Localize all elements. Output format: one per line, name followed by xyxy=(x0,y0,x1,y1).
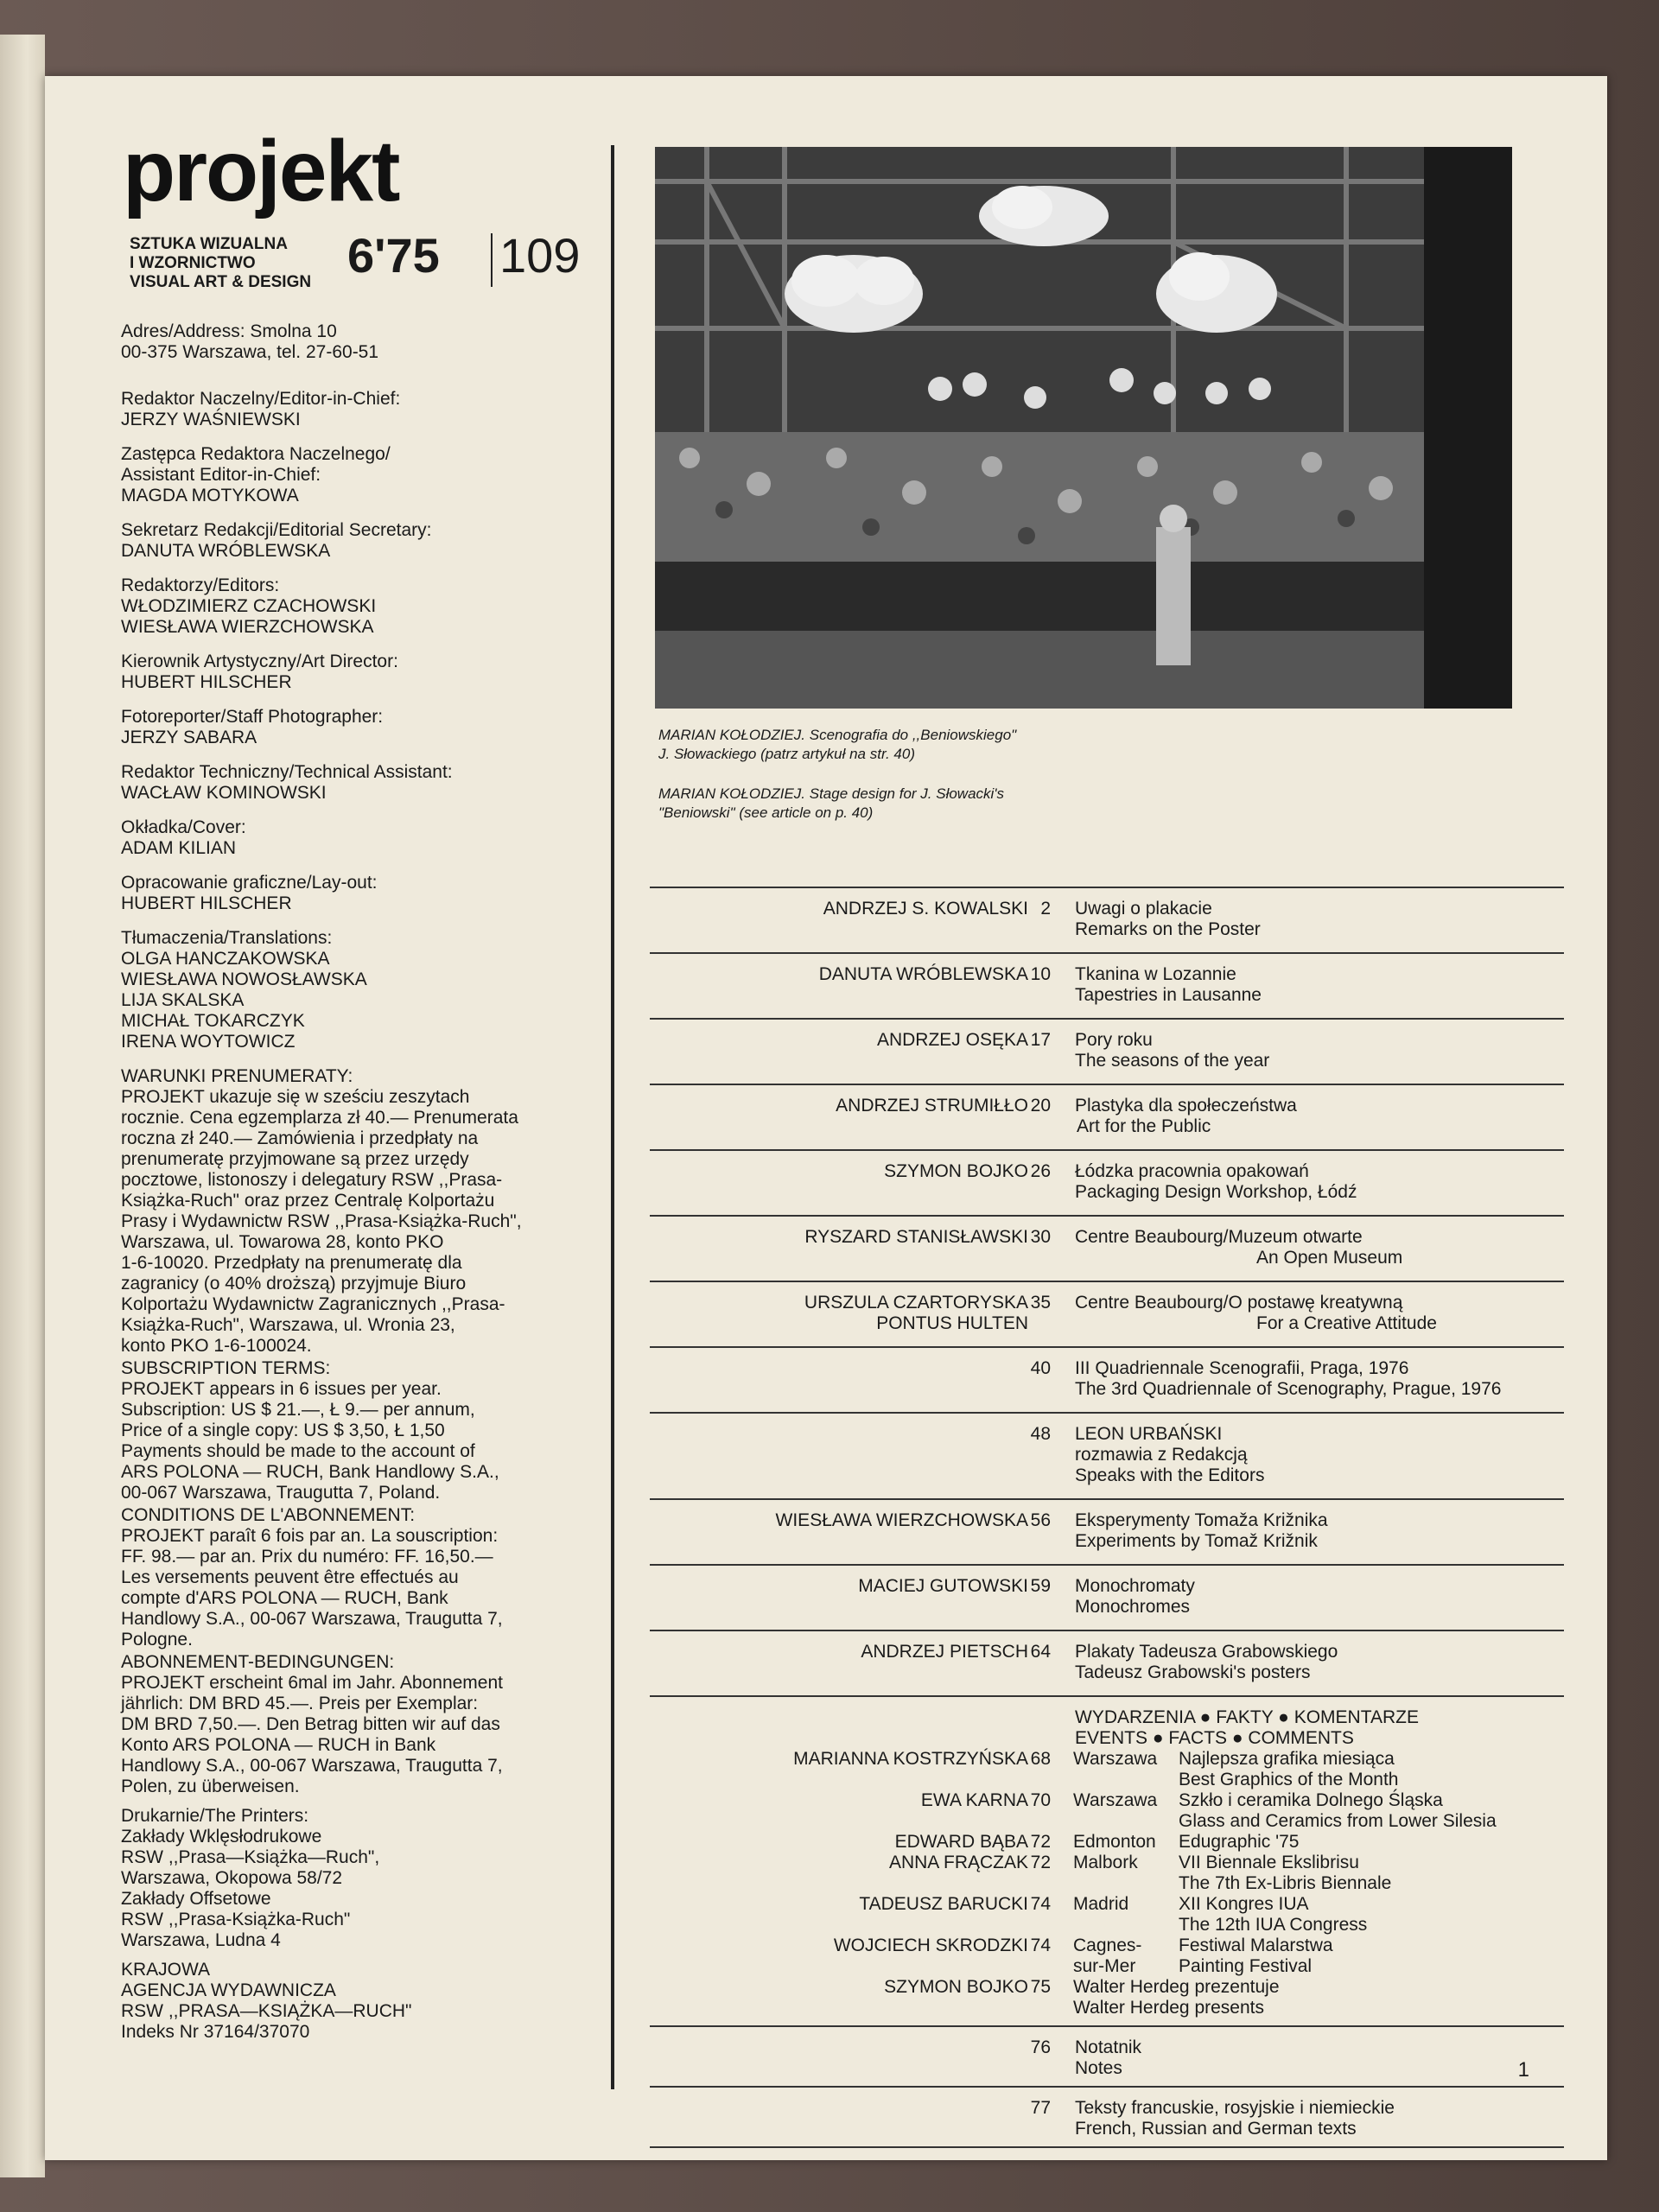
section-line: Subscription: US $ 21.—, Ł 9.— per annum, xyxy=(121,1400,475,1420)
event-title: The 12th IUA Congress xyxy=(1179,1915,1368,1935)
author-name: MACIEJ GUTOWSKI xyxy=(858,1576,1028,1596)
title-line: rozmawia z Redakcją xyxy=(1075,1445,1248,1465)
event-title: Festiwal Malarstwa xyxy=(1179,1936,1333,1955)
toc-page: 30 xyxy=(1030,1227,1051,1247)
author-name: URSZULA CZARTORYSKA xyxy=(804,1293,1028,1313)
technical-assistant-block xyxy=(121,762,657,804)
section-line: Konto ARS POLONA — RUCH in Bank xyxy=(121,1735,436,1755)
section-line: Price of a single copy: US $ 3,50, Ł 1,50 xyxy=(121,1421,445,1440)
event-title: XII Kongres IUA xyxy=(1179,1894,1309,1914)
caption-line: MARIAN KOŁODZIEJ. Stage design for J. Słowacki's xyxy=(658,785,1005,802)
toc-title xyxy=(1075,2098,1395,2139)
section-title: WARUNKI PRENUMERATY: xyxy=(121,1066,353,1086)
event-page: 68 xyxy=(1030,1749,1051,1769)
toc-title xyxy=(1075,1576,1195,1618)
toc-title xyxy=(1075,1030,1269,1071)
section-line: PROJEKT paraît 6 fois par an. La souscription: xyxy=(121,1526,499,1546)
layout-block xyxy=(121,873,657,914)
title-line: Łódzka pracownia opakowań xyxy=(1075,1161,1309,1181)
event-page: 75 xyxy=(1030,1977,1051,1997)
event-author: EWA KARNA xyxy=(920,1790,1028,1810)
staff-name: HUBERT HILSCHER xyxy=(121,893,292,913)
role-label: Redaktor Techniczny/Technical Assistant: xyxy=(121,762,453,782)
event-author: TADEUSZ BARUCKI xyxy=(859,1894,1028,1914)
title-line: Pory roku xyxy=(1075,1030,1153,1050)
role-label: Okładka/Cover: xyxy=(121,817,246,837)
toc-entry xyxy=(650,2025,1564,2086)
section-line: Prasy i Wydawnictw RSW ,,Prasa-Książka-Ruch", xyxy=(121,1211,522,1231)
section-line: PROJEKT appears in 6 issues per year. xyxy=(121,1379,442,1399)
toc-page: 48 xyxy=(1030,1424,1051,1444)
title-line: The 3rd Quadriennale of Scenography, Prague, 1976 xyxy=(1075,1379,1502,1399)
staff-name: HUBERT HILSCHER xyxy=(121,672,292,692)
event-title: Najlepsza grafika miesiąca xyxy=(1179,1749,1395,1769)
section-line: Zakłady Offsetowe xyxy=(121,1889,271,1909)
subtitle-line: VISUAL ART & DESIGN xyxy=(130,273,312,291)
title-line: Packaging Design Workshop, Łódź xyxy=(1075,1182,1357,1202)
staff-name: JERZY SABARA xyxy=(121,728,257,747)
section-line: roczna zł 240.— Zamówienia i przedpłaty na xyxy=(121,1128,479,1148)
table-of-contents xyxy=(650,887,1564,2148)
title-line: III Quadriennale Scenografii, Praga, 1976 xyxy=(1075,1358,1409,1378)
title-line: Plastyka dla społeczeństwa xyxy=(1075,1096,1297,1116)
masthead-subtitle xyxy=(130,235,311,292)
toc-page: 77 xyxy=(1030,2098,1051,2118)
role-label: Tłumaczenia/Translations: xyxy=(121,928,333,948)
events-section xyxy=(650,1695,1564,2025)
title-line: Experiments by Tomaž Križnik xyxy=(1075,1531,1318,1551)
role-label: Assistant Editor-in-Chief: xyxy=(121,465,321,485)
stage-design-photo xyxy=(655,147,1512,709)
event-page: 74 xyxy=(1030,1894,1051,1914)
section-line: rocznie. Cena egzemplarza zł 40.— Prenumerata xyxy=(121,1108,518,1128)
toc-entry xyxy=(650,1281,1564,1346)
section-line: pocztowe, listonoszy i delegatury RSW ,,Prasa- xyxy=(121,1170,503,1190)
section-line: Handlowy S.A., 00-067 Warszawa, Traugutta 7, xyxy=(121,1609,503,1629)
section-line: jährlich: DM BRD 45.—. Preis per Exemplar: xyxy=(121,1694,479,1713)
staff-name: DANUTA WRÓBLEWSKA xyxy=(121,541,331,561)
toc-page: 2 xyxy=(1040,899,1051,918)
toc-title xyxy=(1075,1642,1338,1683)
staff-name: LIJA SKALSKA xyxy=(121,990,245,1010)
stage-photo-illustration xyxy=(655,147,1512,709)
section-line: DM BRD 7,50.—. Den Betrag bitten wir auf das xyxy=(121,1714,500,1734)
title-line: Teksty francuskie, rosyjskie i niemieckie xyxy=(1075,2098,1395,2118)
toc-author xyxy=(776,1510,1028,1531)
event-title: Szkło i ceramika Dolnego Śląska xyxy=(1179,1790,1443,1810)
cover-block xyxy=(121,817,657,859)
role-label: Opracowanie graficzne/Lay-out: xyxy=(121,873,378,893)
staff-name: ADAM KILIAN xyxy=(121,838,237,858)
magazine-page xyxy=(45,76,1607,2160)
event-page: 74 xyxy=(1030,1936,1051,1955)
events-header-line: WYDARZENIA ● FAKTY ● KOMENTARZE xyxy=(1075,1707,1419,1727)
photographer-block xyxy=(121,707,657,748)
author-name: PONTUS HULTEN xyxy=(876,1313,1028,1333)
magazine-spine xyxy=(0,35,45,2177)
toc-author xyxy=(804,1227,1028,1248)
author-name: ANDRZEJ OSĘKA xyxy=(876,1030,1028,1050)
toc-author xyxy=(819,964,1028,985)
event-city: Cagnes- xyxy=(1073,1936,1142,1955)
section-line: Polen, zu überweisen. xyxy=(121,1777,300,1796)
staff-name: JERZY WAŚNIEWSKI xyxy=(121,410,301,429)
section-line: Indeks Nr 37164/37070 xyxy=(121,2022,310,2042)
toc-page: 40 xyxy=(1030,1358,1051,1378)
staff-name: MICHAŁ TOKARCZYK xyxy=(121,1011,305,1031)
title-line: Centre Beaubourg/O postawę kreatywną xyxy=(1075,1293,1403,1313)
author-name: SZYMON BOJKO xyxy=(884,1161,1028,1181)
role-label: Sekretarz Redakcji/Editorial Secretary: xyxy=(121,520,432,540)
toc-title xyxy=(1075,1293,1437,1334)
toc-entry xyxy=(650,952,1564,1018)
issue-separator xyxy=(491,233,493,287)
author-name: DANUTA WRÓBLEWSKA xyxy=(818,964,1028,984)
staff-name: OLGA HANCZAKOWSKA xyxy=(121,949,330,969)
title-line: Notatnik xyxy=(1075,2037,1142,2057)
caption-en xyxy=(658,785,1194,823)
toc-entry xyxy=(650,1018,1564,1084)
event-city: Warszawa xyxy=(1073,1790,1158,1810)
event-author: WOJCIECH SKRODZKI xyxy=(833,1936,1028,1955)
section-line: ARS POLONA — RUCH, Bank Handlowy S.A., xyxy=(121,1462,499,1482)
section-line: Les versements peuvent être effectués au xyxy=(121,1567,459,1587)
title-line: LEON URBAŃSKI xyxy=(1075,1424,1223,1444)
section-line: PROJEKT erscheint 6mal im Jahr. Abonnement xyxy=(121,1673,503,1693)
event-page: 72 xyxy=(1030,1832,1051,1852)
toc-author xyxy=(836,1096,1028,1116)
translations-block xyxy=(121,928,657,1052)
toc-author xyxy=(861,1642,1028,1662)
title-line: Plakaty Tadeusza Grabowskiego xyxy=(1075,1642,1338,1662)
toc-title xyxy=(1075,1161,1357,1203)
toc-entry xyxy=(650,1564,1564,1630)
toc-page: 10 xyxy=(1030,964,1051,984)
staff-name: WIESŁAWA WIERZCHOWSKA xyxy=(121,617,374,637)
section-line: AGENCJA WYDAWNICZA xyxy=(121,1980,336,2000)
caption-line: "Beniowski" (see article on p. 40) xyxy=(658,804,874,821)
staff-name: WŁODZIMIERZ CZACHOWSKI xyxy=(121,596,377,616)
author-name: WIESŁAWA WIERZCHOWSKA xyxy=(775,1510,1028,1530)
section-line: FF. 98.— par an. Prix du numéro: FF. 16,50.— xyxy=(121,1547,493,1567)
address-line: 00-375 Warszawa, tel. 27-60-51 xyxy=(121,342,379,362)
staff-name: MAGDA MOTYKOWA xyxy=(121,486,299,505)
event-title: Painting Festival xyxy=(1179,1956,1313,1976)
section-line: Książka-Ruch", Warszawa, ul. Wronia 23, xyxy=(121,1315,455,1335)
toc-page: 59 xyxy=(1030,1576,1051,1596)
section-line: PROJEKT ukazuje się w sześciu zeszytach xyxy=(121,1087,470,1107)
event-page: 70 xyxy=(1030,1790,1051,1810)
toc-title xyxy=(1075,899,1261,940)
event-city: sur-Mer xyxy=(1073,1956,1136,1976)
assistant-editor-block xyxy=(121,444,657,506)
toc-entry xyxy=(650,1346,1564,1412)
title-line: Centre Beaubourg/Muzeum otwarte xyxy=(1075,1227,1363,1247)
event-author: SZYMON BOJKO xyxy=(884,1977,1028,1997)
author-name: ANDRZEJ PIETSCH xyxy=(861,1642,1028,1662)
editors-block xyxy=(121,575,657,638)
author-name: ANDRZEJ S. KOWALSKI xyxy=(823,899,1028,918)
colophon xyxy=(121,321,657,2044)
author-name: RYSZARD STANISŁAWSKI xyxy=(804,1227,1028,1247)
subscription-terms-en xyxy=(121,1358,657,1503)
toc-title xyxy=(1075,1358,1501,1400)
title-line: An Open Museum xyxy=(1256,1248,1403,1268)
toc-title xyxy=(1075,1096,1297,1137)
toc-page: 35 xyxy=(1030,1293,1051,1313)
title-line: Remarks on the Poster xyxy=(1075,919,1261,939)
section-line: 1-6-10020. Przedpłaty na prenumeratę dla xyxy=(121,1253,462,1273)
toc-title xyxy=(1075,964,1262,1006)
magazine-logo: projekt xyxy=(123,123,399,219)
section-line: Drukarnie/The Printers: xyxy=(121,1806,309,1826)
toc-page: 56 xyxy=(1030,1510,1051,1530)
toc-entry xyxy=(650,1215,1564,1281)
event-author: MARIANNA KOSTRZYŃSKA xyxy=(793,1749,1028,1769)
section-line: 00-067 Warszawa, Traugutta 7, Poland. xyxy=(121,1483,441,1503)
toc-page: 64 xyxy=(1030,1642,1051,1662)
section-line: prenumeratę przyjmowane są przez urzędy xyxy=(121,1149,469,1169)
subscription-terms-de xyxy=(121,1652,657,1797)
section-title: CONDITIONS DE L'ABONNEMENT: xyxy=(121,1505,416,1525)
title-line: Notes xyxy=(1075,2058,1122,2078)
section-line: KRAJOWA xyxy=(121,1960,211,1980)
subtitle-line: I WZORNICTWO xyxy=(130,254,256,272)
section-line: Handlowy S.A., 00-067 Warszawa, Traugutta 7, xyxy=(121,1756,503,1776)
title-line: Uwagi o plakacie xyxy=(1075,899,1212,918)
staff-name: IRENA WOYTOWICZ xyxy=(121,1032,296,1052)
section-line: RSW ,,PRASA—KSIĄŻKA—RUCH" xyxy=(121,2001,412,2021)
title-line: Eksperymenty Tomaža Križnika xyxy=(1075,1510,1328,1530)
section-line: Warszawa, Okopowa 58/72 xyxy=(121,1868,343,1888)
title-line: Tkanina w Lozannie xyxy=(1075,964,1236,984)
toc-entry xyxy=(650,2086,1564,2146)
caption-pl xyxy=(658,726,1194,764)
toc-entry xyxy=(650,887,1564,952)
event-title: Best Graphics of the Month xyxy=(1179,1770,1399,1789)
section-line: Książka-Ruch" oraz przez Centralę Kolportażu xyxy=(121,1191,495,1211)
section-line: Warszawa, ul. Towarowa 28, konto PKO xyxy=(121,1232,444,1252)
secretary-block xyxy=(121,520,657,562)
toc-author xyxy=(858,1576,1028,1597)
event-city: Madrid xyxy=(1073,1894,1129,1914)
title-line: Tapestries in Lausanne xyxy=(1075,985,1262,1005)
section-line: Zakłady Wklęsłodrukowe xyxy=(121,1827,322,1847)
title-line: Speaks with the Editors xyxy=(1075,1465,1265,1485)
event-author: EDWARD BĄBA xyxy=(894,1832,1028,1852)
address-line: Adres/Address: Smolna 10 xyxy=(121,321,337,341)
section-line: Warszawa, Ludna 4 xyxy=(121,1930,281,1950)
toc-page: 17 xyxy=(1030,1030,1051,1050)
toc-entry xyxy=(650,1630,1564,1695)
subtitle-line: SZTUKA WIZUALNA xyxy=(130,235,288,253)
title-line: French, Russian and German texts xyxy=(1075,2119,1357,2139)
column-divider xyxy=(611,145,614,2089)
role-label: Kierownik Artystyczny/Art Director: xyxy=(121,652,398,671)
address-block xyxy=(121,321,657,363)
section-line: compte d'ARS POLONA — RUCH, Bank xyxy=(121,1588,448,1608)
role-label: Redaktorzy/Editors: xyxy=(121,575,280,595)
event-city: Warszawa xyxy=(1073,1749,1158,1769)
section-line: Kolportażu Wydawnictw Zagranicznych ,,Prasa- xyxy=(121,1294,505,1314)
title-line: For a Creative Attitude xyxy=(1256,1313,1437,1333)
section-line: Pologne. xyxy=(121,1630,193,1649)
staff-name: WIESŁAWA NOWOSŁAWSKA xyxy=(121,969,367,989)
title-line: Art for the Public xyxy=(1077,1116,1211,1136)
title-line: Tadeusz Grabowski's posters xyxy=(1075,1662,1311,1682)
author-name: ANDRZEJ STRUMIŁŁO xyxy=(836,1096,1028,1116)
events-header-line: EVENTS ● FACTS ● COMMENTS xyxy=(1075,1728,1354,1748)
toc-title xyxy=(1075,1510,1328,1552)
toc-entry xyxy=(650,1498,1564,1564)
printers-block xyxy=(121,1806,657,1951)
toc-entry xyxy=(650,1149,1564,1215)
section-line: konto PKO 1-6-100024. xyxy=(121,1336,312,1356)
title-line: Monochromes xyxy=(1075,1597,1191,1617)
role-label: Redaktor Naczelny/Editor-in-Chief: xyxy=(121,389,401,409)
toc-author xyxy=(877,1030,1028,1051)
art-director-block xyxy=(121,652,657,693)
event-title: Walter Herdeg prezentuje xyxy=(1073,1977,1280,1997)
toc-title xyxy=(1075,1424,1264,1486)
event-city: Malbork xyxy=(1073,1853,1138,1872)
event-author: ANNA FRĄCZAK xyxy=(888,1853,1028,1872)
title-line: Monochromaty xyxy=(1075,1576,1195,1596)
event-title: Glass and Ceramics from Lower Silesia xyxy=(1179,1811,1497,1831)
section-line: Payments should be made to the account of xyxy=(121,1441,475,1461)
section-title: ABONNEMENT-BEDINGUNGEN: xyxy=(121,1652,395,1672)
staff-name: WACŁAW KOMINOWSKI xyxy=(121,783,327,803)
section-title: SUBSCRIPTION TERMS: xyxy=(121,1358,331,1378)
role-label: Fotoreporter/Staff Photographer: xyxy=(121,707,384,727)
event-title: Walter Herdeg presents xyxy=(1073,1998,1264,2018)
caption-line: MARIAN KOŁODZIEJ. Scenografia do ,,Beniowskiego" xyxy=(658,727,1017,743)
toc-page: 76 xyxy=(1030,2037,1051,2057)
toc-title xyxy=(1075,2037,1141,2079)
section-line: zagranicy (o 40% droższą) przyjmuje Biuro xyxy=(121,1274,467,1294)
section-line: RSW ,,Prasa-Książka-Ruch" xyxy=(121,1910,351,1929)
toc-entry xyxy=(650,1412,1564,1498)
subscription-terms-pl xyxy=(121,1066,657,1357)
toc-end-rule xyxy=(650,2146,1564,2148)
role-label: Zastępca Redaktora Naczelnego/ xyxy=(121,444,391,464)
event-page: 72 xyxy=(1030,1853,1051,1872)
toc-page: 20 xyxy=(1030,1096,1051,1116)
page-number: 1 xyxy=(1517,2058,1529,2082)
title-line: The seasons of the year xyxy=(1075,1051,1270,1071)
toc-author xyxy=(823,899,1028,919)
event-title: Edugraphic '75 xyxy=(1179,1832,1300,1852)
agency-block xyxy=(121,1960,657,2043)
event-title: VII Biennale Ekslibrisu xyxy=(1179,1853,1359,1872)
event-city: Edmonton xyxy=(1073,1832,1156,1852)
toc-author xyxy=(884,1161,1028,1182)
event-title: The 7th Ex-Libris Biennale xyxy=(1179,1873,1392,1893)
editor-in-chief-block xyxy=(121,389,657,430)
subscription-terms-fr xyxy=(121,1505,657,1650)
issue-label: 6'75 xyxy=(347,228,440,283)
issue-number: 109 xyxy=(499,228,581,283)
caption-line: J. Słowackiego (patrz artykuł na str. 40) xyxy=(658,746,915,762)
toc-title xyxy=(1075,1227,1402,1268)
section-line: RSW ,,Prasa—Książka—Ruch", xyxy=(121,1847,380,1867)
toc-page: 26 xyxy=(1030,1161,1051,1181)
events-header xyxy=(1075,1707,1419,1749)
toc-author xyxy=(804,1293,1028,1334)
toc-entry xyxy=(650,1084,1564,1149)
